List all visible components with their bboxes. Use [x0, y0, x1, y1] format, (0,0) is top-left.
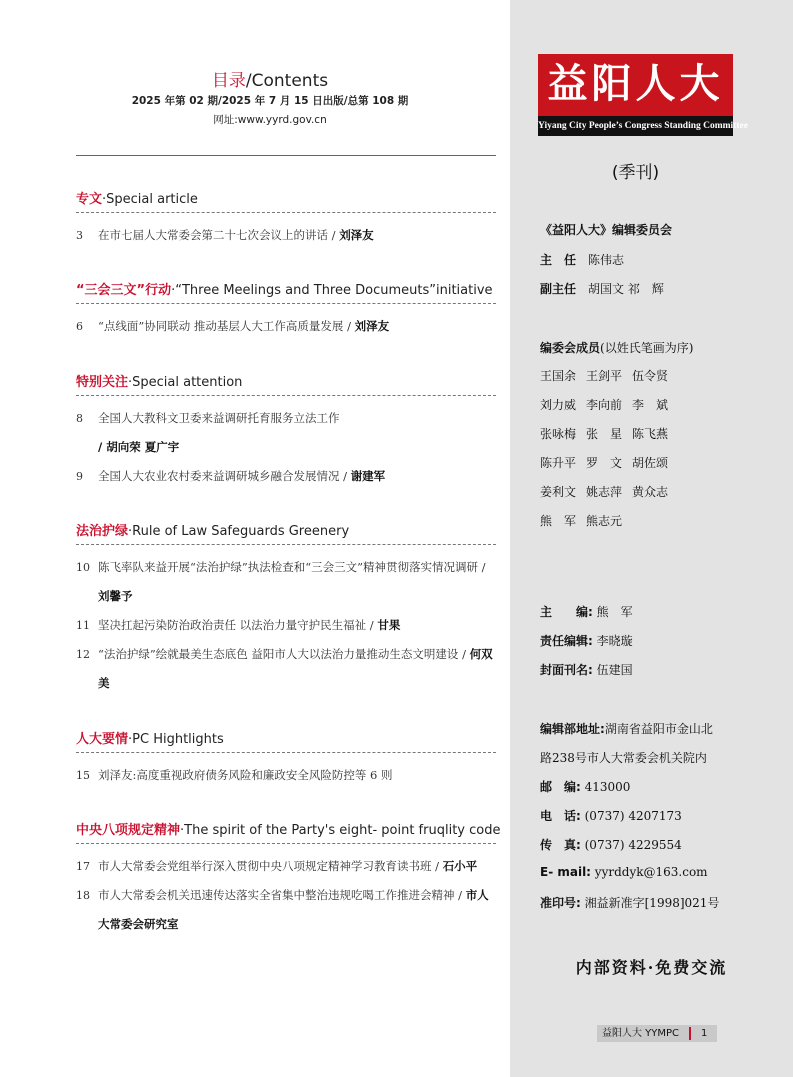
page-number: 17 [76, 860, 90, 873]
quarterly-label: (季刊) [611, 163, 660, 183]
header-divider [76, 155, 496, 156]
postcode: 邮 编: 413000 [540, 780, 631, 794]
committee-director: 主 任 陈伟志 [540, 253, 625, 267]
responsible-editor: 责任编辑: 李晓璇 [540, 634, 633, 648]
entry-title: 市人大常委会党组举行深入贯彻中央八项规定精神学习教育读书班 / [98, 859, 443, 873]
section-title: 特别关注·Special attention [76, 374, 496, 396]
section-title: “三会三文”行动·“Three Meelings and Three Documeuts”initiative [76, 282, 496, 304]
print-permit: 准印号: 湘益新准字[1998]021号 [540, 896, 720, 910]
toc-section-three-meetings [76, 282, 496, 341]
page-number: 11 [76, 619, 90, 632]
toc-section-pc-highlights [76, 731, 496, 790]
footer-divider [689, 1027, 691, 1040]
toc-section-special-article [76, 191, 496, 250]
internal-notice: 内部资料·免费交流 [575, 958, 728, 977]
footer-label: 益阳人大 YYMPC [602, 1028, 680, 1039]
entry-author: 刘馨予 [98, 589, 133, 603]
phone: 电 话: (0737) 4207173 [540, 809, 682, 823]
editorial-address: 编辑部地址:湖南省益阳市金山北 [540, 722, 713, 736]
entry-title: 刘泽友:高度重视政府债务风险和廉政安全风险防控等 6 则 [98, 768, 393, 782]
members-heading: 编委会成员(以姓氏笔画为序) [540, 341, 694, 355]
logo-text: 益阳人大 [547, 60, 724, 107]
page-number: 6 [76, 320, 83, 333]
toc-entry[interactable] [76, 404, 496, 462]
toc-entry[interactable] [76, 611, 496, 640]
members-row: 陈升平 罗 文 胡佐颂 [540, 456, 669, 470]
issue-line: 2025 年第 02 期/2025 年 7 月 15 日出版/总第 108 期 [131, 95, 409, 107]
toc-section-special-attention [76, 374, 496, 491]
toc-entry[interactable] [76, 881, 496, 939]
entry-title: 坚决扛起污染防治政治责任 以法治力量守护民生福祉 / [98, 618, 378, 632]
page-number: 18 [76, 889, 90, 902]
contents-title-zh: 目录 [211, 71, 246, 91]
entry-author: 刘泽友 [354, 319, 390, 333]
toc-section-rule-of-law [76, 523, 496, 698]
page-number: 15 [76, 769, 90, 782]
page-number: 3 [76, 229, 83, 242]
entry-author: 刘泽友 [339, 228, 374, 242]
toc-entry[interactable] [76, 553, 496, 611]
entry-author: 甘果 [377, 618, 401, 632]
entry-title: “法治护绿”绘就最美生态底色 益阳市人大以法治力量推动生态文明建设 / [98, 647, 470, 661]
section-title: 专文·Special article [76, 191, 496, 213]
fax: 传 真: (0737) 4229554 [540, 838, 682, 852]
entry-author: 石小平 [442, 859, 478, 873]
entry-title: 在市七届人大常委会第二十七次会议上的讲话 / [98, 228, 340, 242]
toc-section-eight-point-code [76, 822, 501, 939]
toc-entry[interactable] [76, 221, 496, 250]
entry-title: 陈飞率队来益开展“法治护绿”执法检查和“三会三文”精神贯彻落实情况调研 / [98, 560, 486, 574]
page-number: 12 [76, 648, 90, 661]
email: E- mail: yyrddyk@163.com [540, 865, 708, 879]
toc-entry[interactable] [76, 761, 496, 790]
section-title: 中央八项规定精神·The spirit of the Party's eight- point fruqlity code [76, 822, 496, 844]
members-list [540, 362, 678, 536]
entry-title: 全国人大农业农村委来益调研城乡融合发展情况 / [98, 469, 351, 483]
website-line: 网址:www.yyrd.gov.cn [213, 114, 327, 126]
page-number: 10 [76, 561, 90, 574]
entry-author: 市人大常委会研究室 [98, 888, 489, 931]
section-title: 法治护绿·Rule of Law Safeguards Greenery [76, 523, 496, 545]
section-title: 人大要情·PC Hightlights [76, 731, 496, 753]
logo-subtitle: Yiyang City People’s Congress Standing Committee [538, 116, 733, 136]
toc-entry[interactable] [76, 852, 496, 881]
masthead-logo [538, 54, 748, 136]
entry-title: 市人大常委会机关迅速传达落实全省集中整治违规吃喝工作推进会精神 / [98, 888, 466, 902]
members-row: 熊 军 熊志元 [540, 514, 623, 528]
page-footer [597, 1025, 717, 1042]
contents-title-en: /Contents [245, 71, 329, 91]
toc-entry[interactable] [76, 312, 496, 341]
footer-page-number: 1 [701, 1028, 708, 1039]
editorial-address-cont: 路238号市人大常委会机关院内 [540, 751, 707, 765]
toc-entry[interactable] [76, 462, 496, 491]
members-row: 姜利文 姚志萍 黄众志 [540, 485, 669, 499]
entry-author: / 胡向荣 夏广宇 [98, 440, 180, 454]
committee-heading: 《益阳人大》编辑委员会 [540, 223, 673, 237]
entry-title: “点线面”协同联动 推动基层人大工作高质量发展 / [98, 319, 355, 333]
page-number: 8 [76, 412, 83, 425]
members-row: 王国余 王剑平 伍令贤 [540, 369, 669, 383]
entry-author: 谢建军 [350, 469, 386, 483]
contents-title [0, 66, 540, 91]
entry-author: 何双美 [98, 647, 493, 690]
cover-title-writer: 封面刊名: 伍建国 [540, 663, 633, 677]
entry-title: 全国人大教科文卫委来益调研托育服务立法工作 [98, 411, 340, 425]
toc-entry[interactable] [76, 640, 496, 698]
committee-deputies: 副主任 胡国文 祁 辉 [540, 282, 664, 296]
members-row: 张咏梅 张 星 陈飞燕 [540, 427, 669, 441]
members-row: 刘力威 李向前 李 斌 [540, 398, 669, 412]
chief-editor: 主 编: 熊 军 [540, 605, 633, 619]
page-number: 9 [76, 470, 83, 483]
